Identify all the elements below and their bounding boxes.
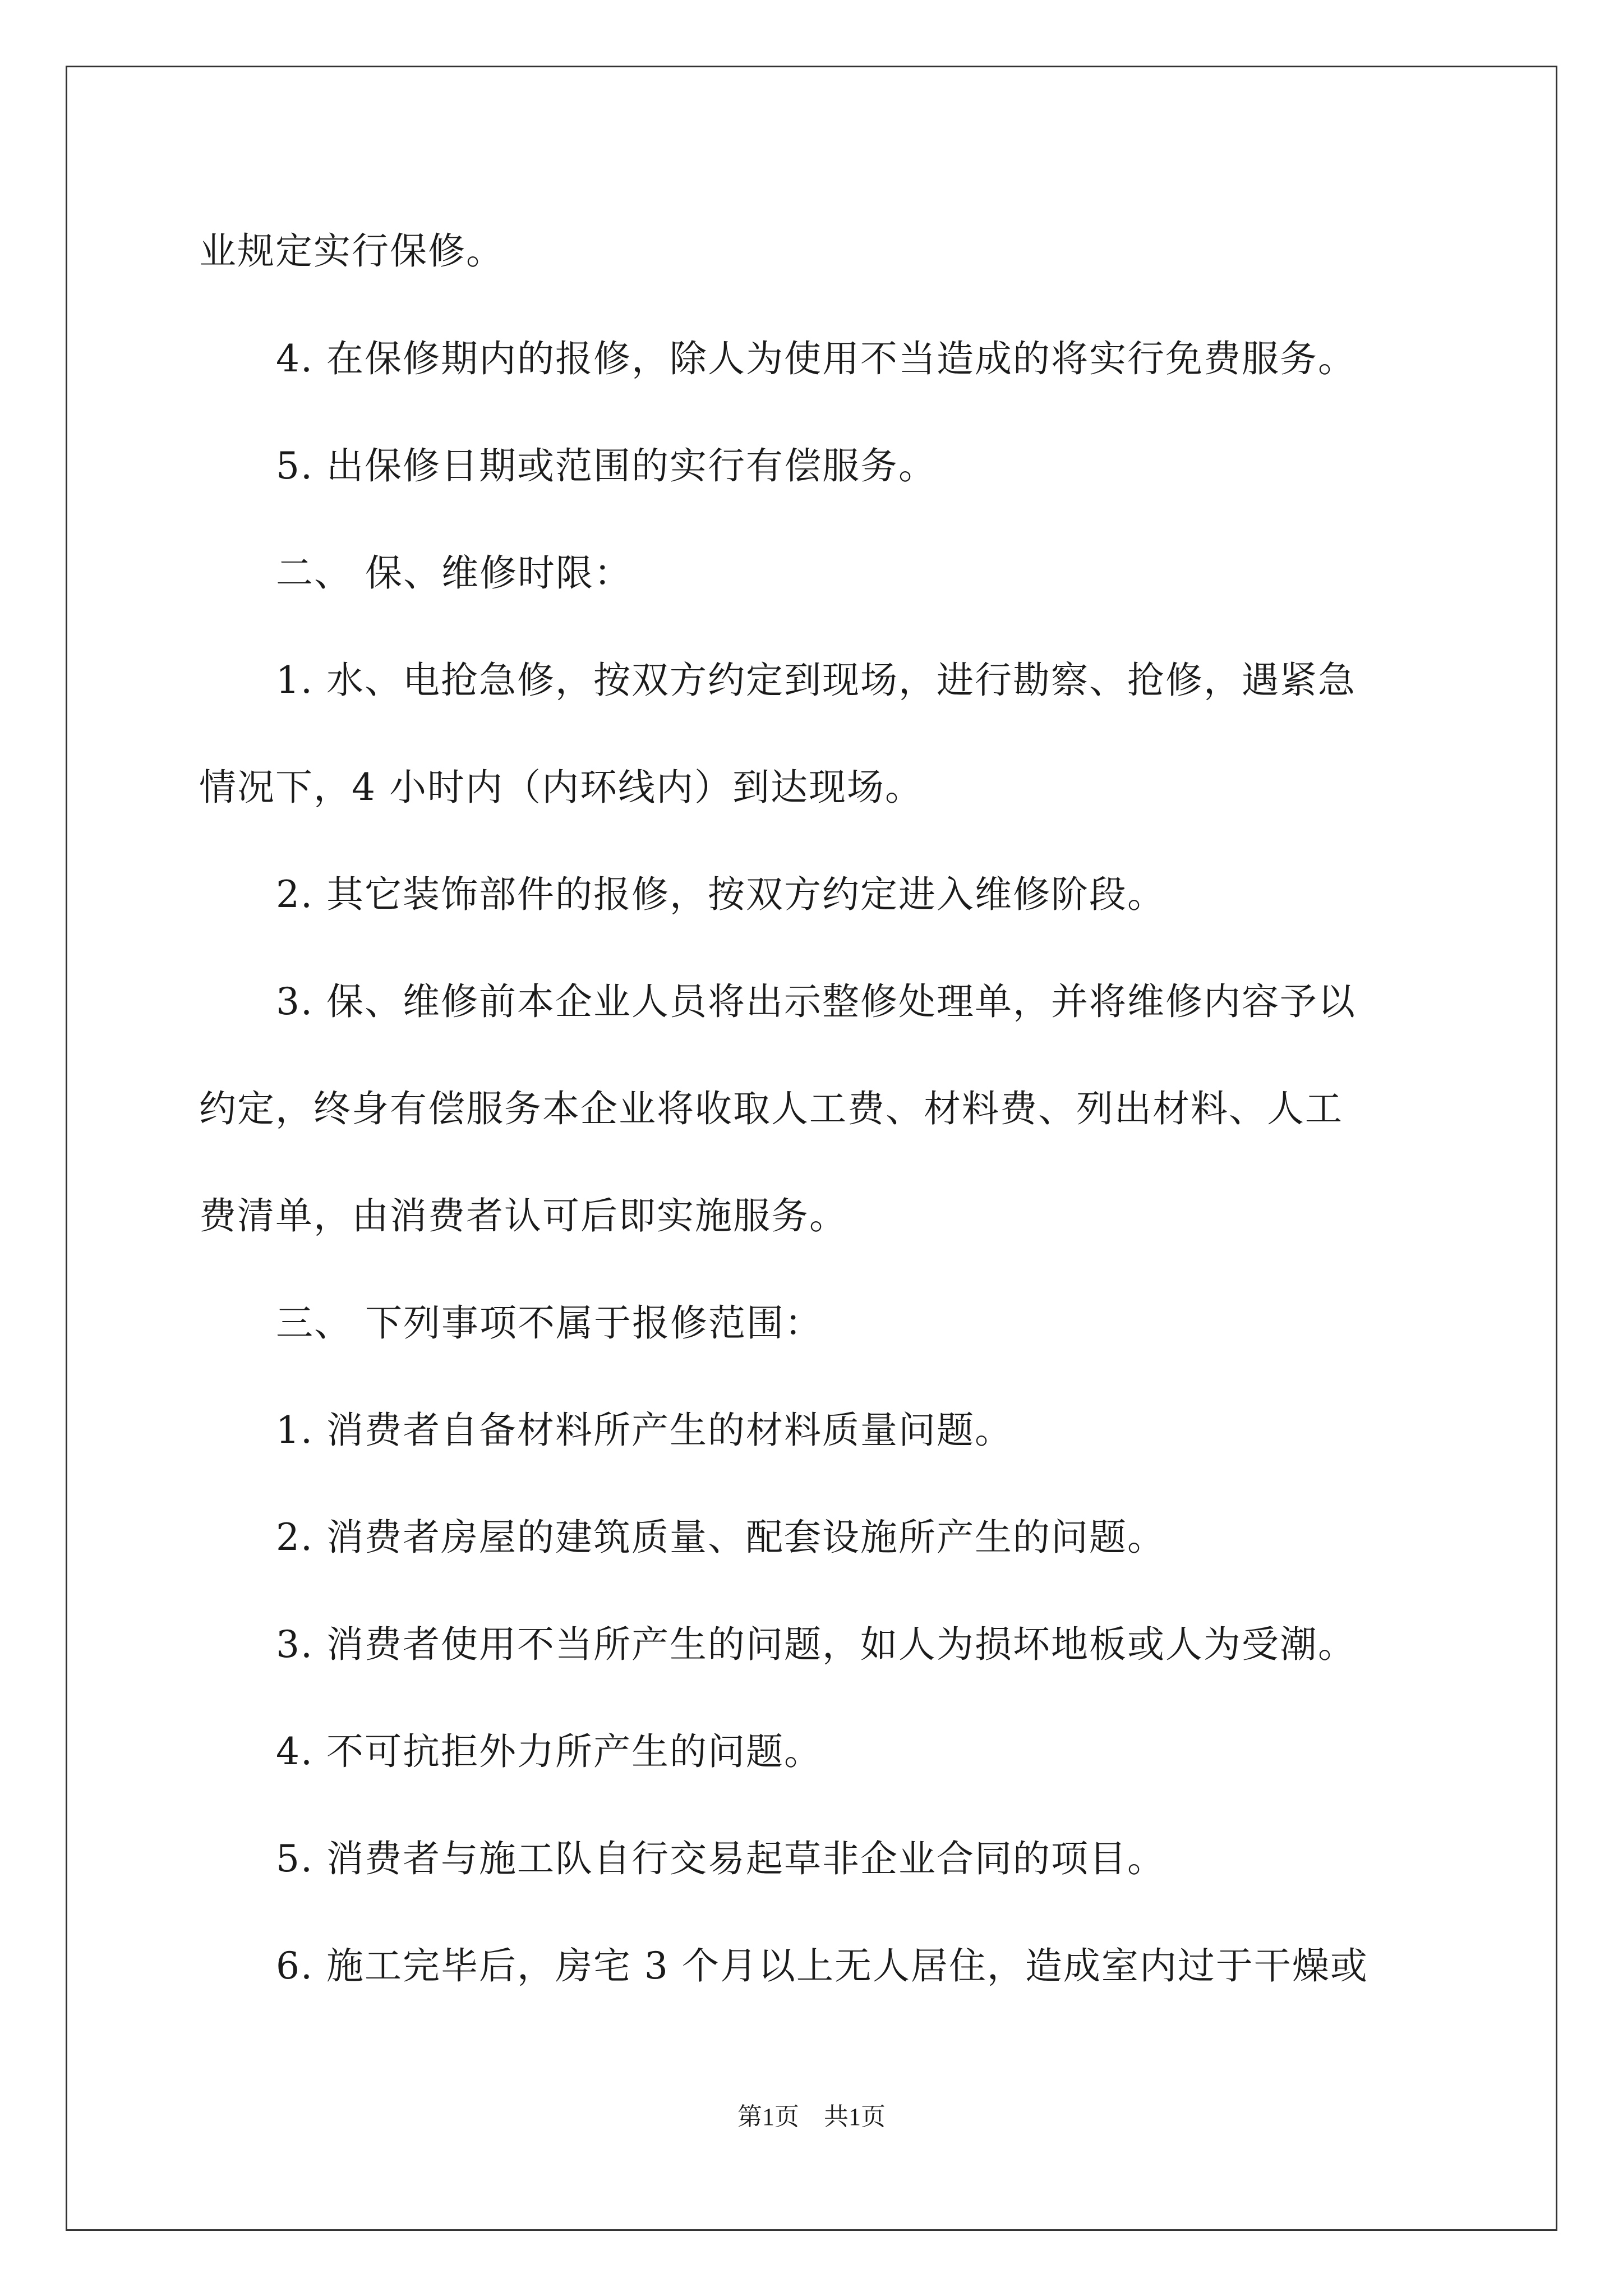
text-line: 2. 消费者房屋的建筑质量、配套设施所产生的问题。	[276, 1516, 1165, 1559]
text-line: 情况下，4 小时内（内环线内）到达现场。	[199, 766, 923, 809]
text-line: 3. 保、维修前本企业人员将出示整修处理单，并将维修内容予以	[276, 980, 1356, 1023]
text-line: 3. 消费者使用不当所产生的问题，如人为损坏地板或人为受潮。	[276, 1623, 1356, 1666]
page-number-footer: 第1页 共1页	[737, 2103, 886, 2131]
text-line: 6. 施工完毕后，房宅 3 个月以上无人居住，造成室内过于干燥或	[276, 1944, 1368, 1987]
text-line: 1. 消费者自备材料所产生的材料质量问题。	[276, 1409, 1013, 1452]
text-line: 1. 水、电抢急修，按双方约定到现场，进行勘察、抢修，遇紧急	[276, 659, 1356, 702]
text-line: 费清单，由消费者认可后即实施服务。	[199, 1194, 847, 1237]
text-line: 5. 消费者与施工队自行交易起草非企业合同的项目。	[276, 1837, 1165, 1880]
text-line: 约定，终身有偿服务本企业将收取人工费、材料费、列出材料、人工	[199, 1087, 1343, 1130]
text-line: 业规定实行保修。	[199, 229, 504, 273]
text-line: 5. 出保修日期或范围的实行有偿服务。	[276, 444, 937, 487]
text-line: 2. 其它装饰部件的报修，按双方约定进入维修阶段。	[276, 873, 1165, 916]
section-heading: 二、 保、维修时限：	[276, 551, 632, 595]
text-line: 4. 不可抗拒外力所产生的问题。	[276, 1730, 822, 1773]
text-line: 4. 在保修期内的报修，除人为使用不当造成的将实行免费服务。	[276, 337, 1356, 380]
page-border	[66, 66, 1557, 2231]
section-heading: 三、 下列事项不属于报修范围：	[276, 1301, 823, 1345]
